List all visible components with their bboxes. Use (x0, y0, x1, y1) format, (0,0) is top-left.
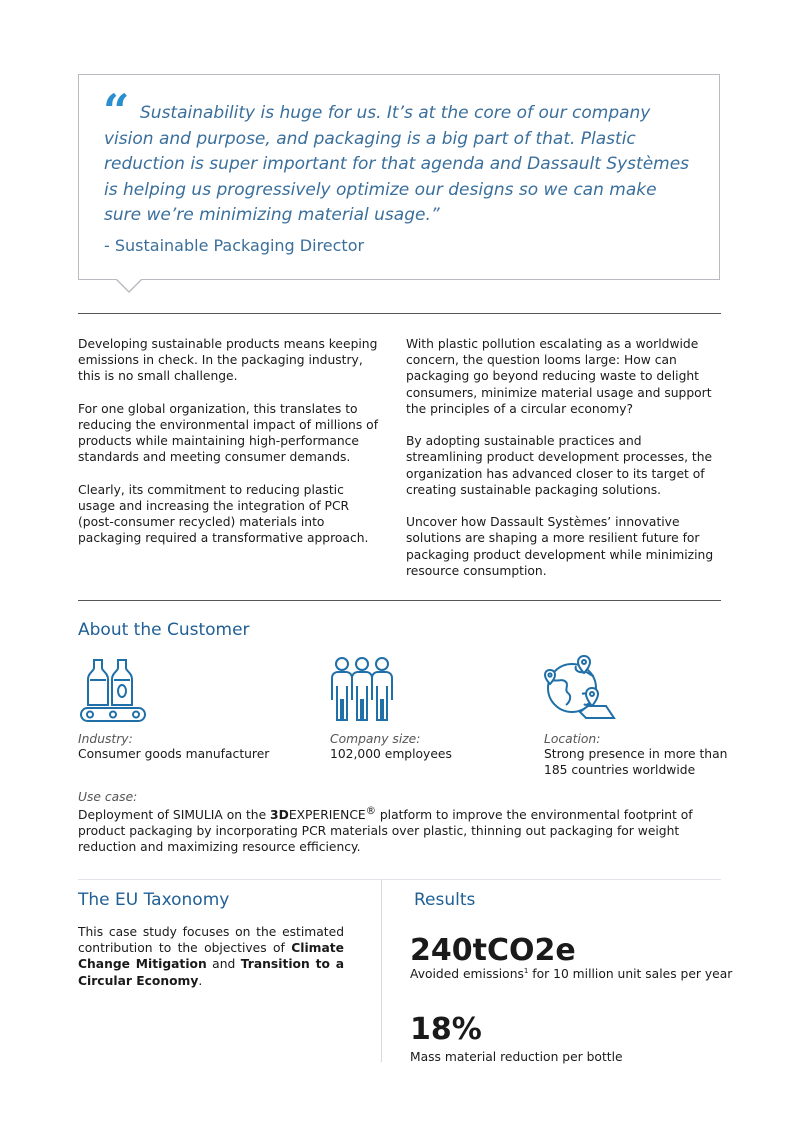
material-reduction-value: 18% (410, 1012, 482, 1047)
use-case-text: Deployment of SIMULIA on the 3DEXPERIENCE® platform to improve the environmental footprint of product packaging by incorporating PCR materials over plastic, thinning out packaging for weight reduction and maximizing resource efficiency. (78, 805, 693, 855)
divider (78, 313, 721, 314)
intro-paragraph: Developing sustainable products means keeping emissions in check. In the packaging industry, this is no small challenge. (78, 337, 378, 384)
results-title: Results (414, 890, 476, 910)
company-size-label: Company size: (330, 732, 421, 746)
intro-paragraph: With plastic pollution escalating as a worldwide concern, the question looms large: How can packaging go beyond reducing waste to delight consumers, minimize material usage and support the principles of a circular economy? (406, 337, 712, 416)
industry-value: Consumer goods manufacturer (78, 747, 270, 761)
quote-mark-icon: “ (103, 84, 130, 138)
globe-pins-icon (542, 654, 616, 724)
divider (78, 879, 721, 880)
column-divider (381, 880, 382, 1062)
avoided-emissions-value: 240tCO2e (410, 933, 576, 968)
intro-left-column (78, 336, 380, 563)
company-size-value: 102,000 employees (330, 747, 452, 761)
eu-taxonomy-text: This case study focuses on the estimated contribution to the objectives of Climate Change Mitigation and Transition to a Circular Economy. (78, 925, 345, 988)
location-label: Location: (544, 732, 601, 746)
quote-text: Sustainability is huge for us. It’s at the core of our company vision and purpose, and packaging is a big part of that. Plastic reduction is super important for that agenda and Dassault Systèmes is helping us progressively optimize our designs so we can make sure we’re minimizing material usage.” (104, 103, 690, 225)
material-reduction-desc: Mass material reduction per bottle (410, 1050, 623, 1064)
divider (78, 600, 721, 601)
quote-attribution: - Sustainable Packaging Director (104, 236, 365, 255)
intro-right-column (406, 336, 720, 595)
industry-label: Industry: (78, 732, 133, 746)
brand-experience: EXPERIENCE (288, 808, 366, 823)
location-value-line-1: Strong presence in more than (544, 747, 728, 761)
footnote-marker: 1 (523, 967, 529, 975)
eu-taxonomy-title: The EU Taxonomy (78, 890, 230, 910)
use-case-label: Use case: (78, 790, 138, 804)
location-value-line-2: 185 countries worldwide (544, 763, 696, 777)
people-group-icon (328, 656, 396, 724)
intro-paragraph: Uncover how Dassault Systèmes’ innovative solutions are shaping a more resilient future for packaging product development while minimizing resource consumption. (406, 515, 714, 578)
intro-paragraph: For one global organization, this translates to reducing the environmental impact of millions of products while maintaining high-performance standards and meeting consumer demands. (78, 401, 379, 465)
intro-paragraph: Clearly, its commitment to reducing plastic usage and increasing the integration of PCR (post-consumer recycled) materials into packaging required a transformative approach. (78, 482, 369, 546)
intro-paragraph: By adopting sustainable practices and streamlining product development processes, the organization has advanced closer to its target of creating sustainable packaging solutions. (406, 434, 713, 497)
avoided-emissions-desc: Avoided emissions$^1$ for 10 million unit sales per year (410, 967, 733, 982)
bottles-conveyor-icon (78, 656, 148, 726)
brand-3d: 3D (270, 808, 289, 823)
about-title: About the Customer (78, 620, 250, 640)
